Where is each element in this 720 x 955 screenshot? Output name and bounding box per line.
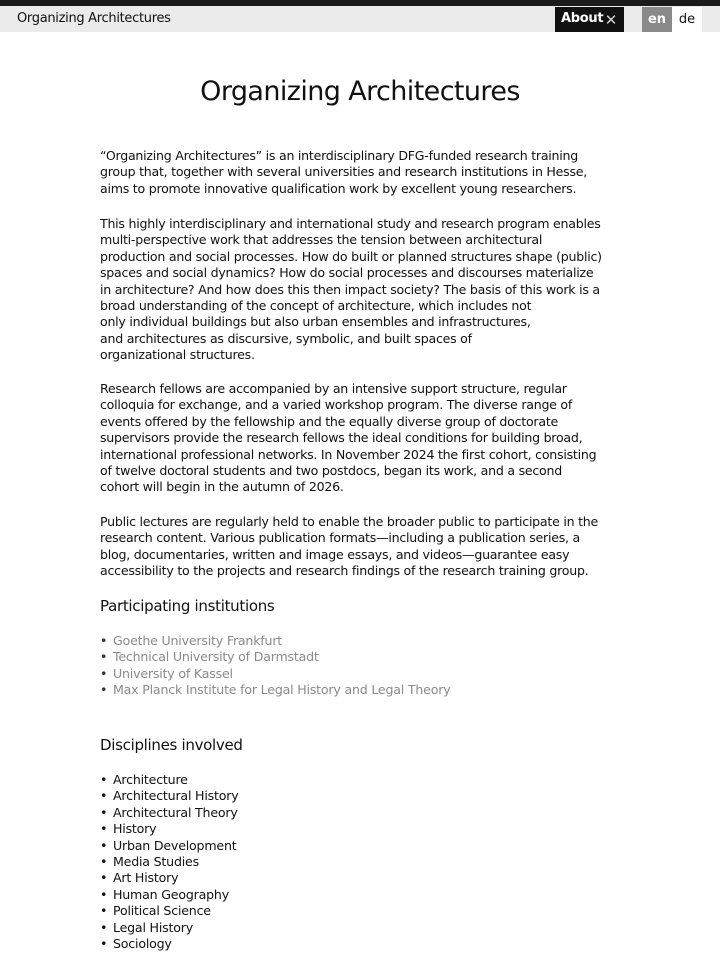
disciplines-heading: Disciplines involved: [100, 736, 243, 754]
institution-link-max-planck[interactable]: [100, 682, 450, 698]
text-line: and architectures as discursive, symbolic, and built spaces of: [100, 330, 472, 346]
about-label: About: [561, 11, 604, 26]
text-line: production and social processes. How do built or planned structures shape (public): [100, 248, 602, 264]
discipline-item: • Architectural Theory: [100, 805, 238, 821]
text-line: This highly interdisciplinary and international study and research program enables: [100, 216, 601, 231]
discipline-item: • Media Studies: [100, 854, 238, 870]
discipline-item: • History: [100, 821, 238, 837]
text-line: colloquia for exchange, and a varied workshop program. The diverse range of: [100, 397, 573, 413]
intro-paragraph: [100, 148, 587, 197]
discipline-item: • Legal History: [100, 920, 238, 936]
institution-link-darmstadt[interactable]: [100, 649, 450, 665]
text-line: of twelve doctoral students and two postdocs, began its work, and a second: [100, 463, 562, 479]
institution-link-goethe[interactable]: [100, 633, 450, 649]
text-line: blog, documentaries, written and image essays, and videos—guarantee easy: [100, 546, 570, 562]
text-line: group that, together with several universities and research institutions in Hesse,: [100, 164, 588, 180]
institution-label: Goethe University Frankfurt: [113, 633, 283, 648]
text-line: aims to promote innovative qualification work by excellent young researchers.: [100, 180, 577, 196]
text-line: in architecture? And how does this then impact society? The basis of this work is a: [100, 281, 600, 297]
text-line: organizational structures.: [100, 347, 255, 363]
lang-de-button[interactable]: de: [672, 7, 702, 32]
page-title: Organizing Architectures: [200, 76, 520, 107]
text-line: broad understanding of the concept of architecture, which includes not: [100, 298, 532, 314]
institutions-list: [100, 633, 450, 699]
discipline-item: • Architecture: [100, 772, 238, 788]
institution-label: Max Planck Institute for Legal History and Legal Theory: [113, 682, 451, 698]
discipline-item: • Art History: [100, 870, 238, 886]
discipline-item: • Architectural History: [100, 788, 238, 804]
institution-label: University of Kassel: [113, 665, 233, 681]
lectures-paragraph: [100, 514, 598, 580]
disciplines-list: [100, 772, 238, 952]
fellows-paragraph: [100, 381, 596, 496]
program-paragraph: [100, 216, 602, 364]
text-line: accessibility to the projects and research findings of the research training group.: [100, 563, 589, 579]
text-line: multi-perspective work that addresses the tension between architectural: [100, 232, 543, 248]
text-line: international professional networks. In November 2024 the first cohort, consisting: [100, 446, 597, 462]
text-line: Public lectures are regularly held to enable the broader public to participate in the: [100, 514, 598, 529]
text-line: only individual buildings but also urban ensembles and infrastructures,: [100, 314, 531, 330]
discipline-item: • Political Science: [100, 903, 238, 919]
text-line: cohort will begin in the autumn of 2026.: [100, 479, 344, 495]
text-line: spaces and social dynamics? How do social processes and discourses materialize: [100, 265, 594, 281]
lang-en-button[interactable]: en: [642, 7, 672, 32]
institutions-heading: Participating institutions: [100, 597, 275, 615]
close-icon: ✕: [604, 11, 617, 29]
text-line: events offered by the fellowship and the equally diverse group of doctorate: [100, 413, 559, 429]
institution-label: Technical University of Darmstadt: [113, 649, 319, 665]
institution-link-kassel[interactable]: [100, 666, 450, 682]
about-button[interactable]: [555, 7, 624, 32]
text-line: supervisors provide the research fellows the ideal conditions for building broad,: [100, 430, 583, 446]
site-title-link[interactable]: Organizing Architectures: [17, 11, 171, 26]
discipline-item: • Urban Development: [100, 838, 238, 854]
text-line: Research fellows are accompanied by an intensive support structure, regular: [100, 381, 567, 396]
text-line: “Organizing Architectures” is an interdisciplinary DFG-funded research training: [100, 148, 579, 163]
discipline-item: • Sociology: [100, 936, 238, 952]
discipline-item: • Human Geography: [100, 887, 238, 903]
text-line: research content. Various publication formats—including a publication series, a: [100, 530, 580, 546]
